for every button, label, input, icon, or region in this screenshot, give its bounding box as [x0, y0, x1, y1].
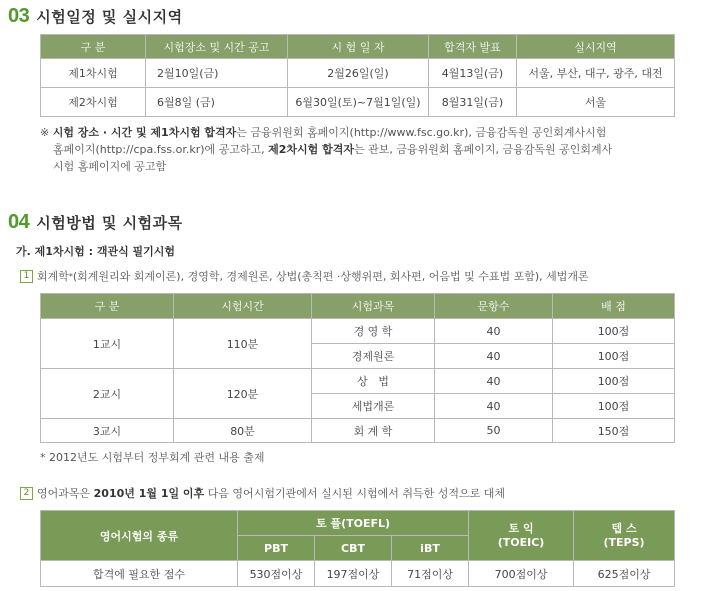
table-cell: 50: [435, 419, 553, 443]
note-text: 홈페이지(http://cpa.fss.or.kr)에 공고하고,: [53, 143, 265, 156]
table-cell: 상 법: [312, 369, 435, 394]
exam-schedule-table: [40, 34, 675, 117]
header-cell: 배 점: [553, 294, 675, 319]
header-cell: 합격자 발표: [429, 35, 517, 59]
section-title: 시험일정 및 실시지역: [36, 8, 183, 26]
note-bold-text: 시험 장소 · 시간 및 제1차시험 합격자: [52, 126, 237, 139]
table-cell: 6월30일(토)~7월1일(일): [288, 88, 429, 117]
header-cell: 시험과목: [312, 294, 435, 319]
section-03-heading: [8, 5, 183, 28]
note-text: 는 금융위원회 홈페이지(http://www.fsc.go.kr), 금융감독원 공인회계사시험: [236, 126, 607, 139]
table-row: [41, 561, 675, 587]
table-cell: 100점: [553, 394, 675, 419]
section-04-heading: [8, 211, 183, 234]
table-cell: 3교시: [41, 419, 174, 443]
table-cell: 40: [435, 394, 553, 419]
table-cell: 100점: [553, 319, 675, 344]
table-row: [41, 59, 675, 88]
table-cell: 8월31일(금): [429, 88, 517, 117]
table-cell: 회 계 학: [312, 419, 435, 443]
note-bold-text: 제2차시험 합격자: [268, 143, 355, 156]
table-row: [41, 88, 675, 117]
header-cell: 구 분: [41, 294, 174, 319]
table-cell: 110분: [174, 319, 312, 369]
footnote: * 2012년도 시험부터 정부회계 관련 내용 출제: [40, 451, 265, 464]
table-cell: 4월13일(금): [429, 59, 517, 88]
note-text: 시험 홈페이지에 공고함: [53, 160, 167, 173]
table-cell: 71점이상: [392, 561, 469, 587]
header-cell: iBT: [392, 536, 469, 561]
item-bold-text: 2010년 1월 1일 이후: [93, 487, 205, 500]
table-cell: 100점: [553, 344, 675, 369]
announcement-note: [40, 124, 612, 175]
table-header-row: [41, 511, 675, 536]
item-number-badge: 2: [20, 487, 33, 500]
header-cell: 문항수: [435, 294, 553, 319]
table-cell: 세법개론: [312, 394, 435, 419]
header-cell: 시 험 일 자: [288, 35, 429, 59]
table-cell: 100점: [553, 369, 675, 394]
table-cell: 6월8일 (금): [146, 88, 288, 117]
section-title: 시험방법 및 시험과목: [36, 214, 183, 232]
table-cell: 2교시: [41, 369, 174, 419]
table-cell: 2월10일(금): [146, 59, 288, 88]
section-number: 04: [8, 211, 30, 233]
header-cell: 토 익 (TOEIC): [469, 511, 574, 561]
table-header-row: [41, 35, 675, 59]
table-cell: 40: [435, 344, 553, 369]
table-row: [41, 419, 675, 443]
item-number-badge: 1: [20, 270, 33, 283]
header-cell: 토 플(TOEFL): [238, 511, 469, 536]
header-cell: CBT: [315, 536, 392, 561]
table-cell: 합격에 필요한 점수: [41, 561, 238, 587]
header-cell: 시험시간: [174, 294, 312, 319]
table-cell: 경제원론: [312, 344, 435, 369]
table-cell: 40: [435, 319, 553, 344]
header-cell: 실시지역: [517, 35, 675, 59]
header-cell: 시험장소 및 시간 공고: [146, 35, 288, 59]
table-cell: 2월26일(일): [288, 59, 429, 88]
exam-subjects-table: [40, 293, 675, 443]
table-cell: 제1차시험: [41, 59, 146, 88]
item-text: 회계학: [37, 270, 69, 283]
table-row: [41, 369, 675, 394]
note-text: 는 관보, 금융위원회 홈페이지, 금융감독원 공인회계사: [354, 143, 613, 156]
sub-heading-first-exam: 가. 제1차시험 : 객관식 필기시험: [16, 245, 176, 258]
item-text: 영어과목은: [37, 487, 91, 500]
table-cell: 80분: [174, 419, 312, 443]
note-mark: ※: [40, 126, 50, 139]
table-cell: 경 영 학: [312, 319, 435, 344]
header-cell: PBT: [238, 536, 315, 561]
table-cell: 서울: [517, 88, 675, 117]
table-cell: 120분: [174, 369, 312, 419]
table-cell: 625점이상: [574, 561, 675, 587]
table-cell: 700점이상: [469, 561, 574, 587]
table-header-row: [41, 294, 675, 319]
table-cell: 제2차시험: [41, 88, 146, 117]
header-cell: 구 분: [41, 35, 146, 59]
item-2-english: [20, 485, 505, 501]
header-cell: 텝 스 (TEPS): [574, 511, 675, 561]
item-text: (회계원리와 회계이론), 경영학, 경제원론, 상법(총칙편 ·상행위편, 회사편, 어음법 및 수표법 포함), 세법개론: [72, 270, 589, 283]
table-row: [41, 319, 675, 344]
table-cell: 530점이상: [238, 561, 315, 587]
table-cell: 서울, 부산, 대구, 광주, 대전: [517, 59, 675, 88]
section-number: 03: [8, 5, 30, 27]
header-cell: 영어시험의 종류: [41, 511, 238, 561]
footnote-mark: *: [68, 271, 73, 281]
table-cell: 1교시: [41, 319, 174, 369]
english-test-table: [40, 510, 675, 587]
item-text: 다음 영어시험기관에서 실시된 시험에서 취득한 성적으로 대체: [207, 487, 505, 500]
table-cell: 197점이상: [315, 561, 392, 587]
item-1-subjects: [20, 268, 589, 284]
table-cell: 40: [435, 369, 553, 394]
table-cell: 150점: [553, 419, 675, 443]
